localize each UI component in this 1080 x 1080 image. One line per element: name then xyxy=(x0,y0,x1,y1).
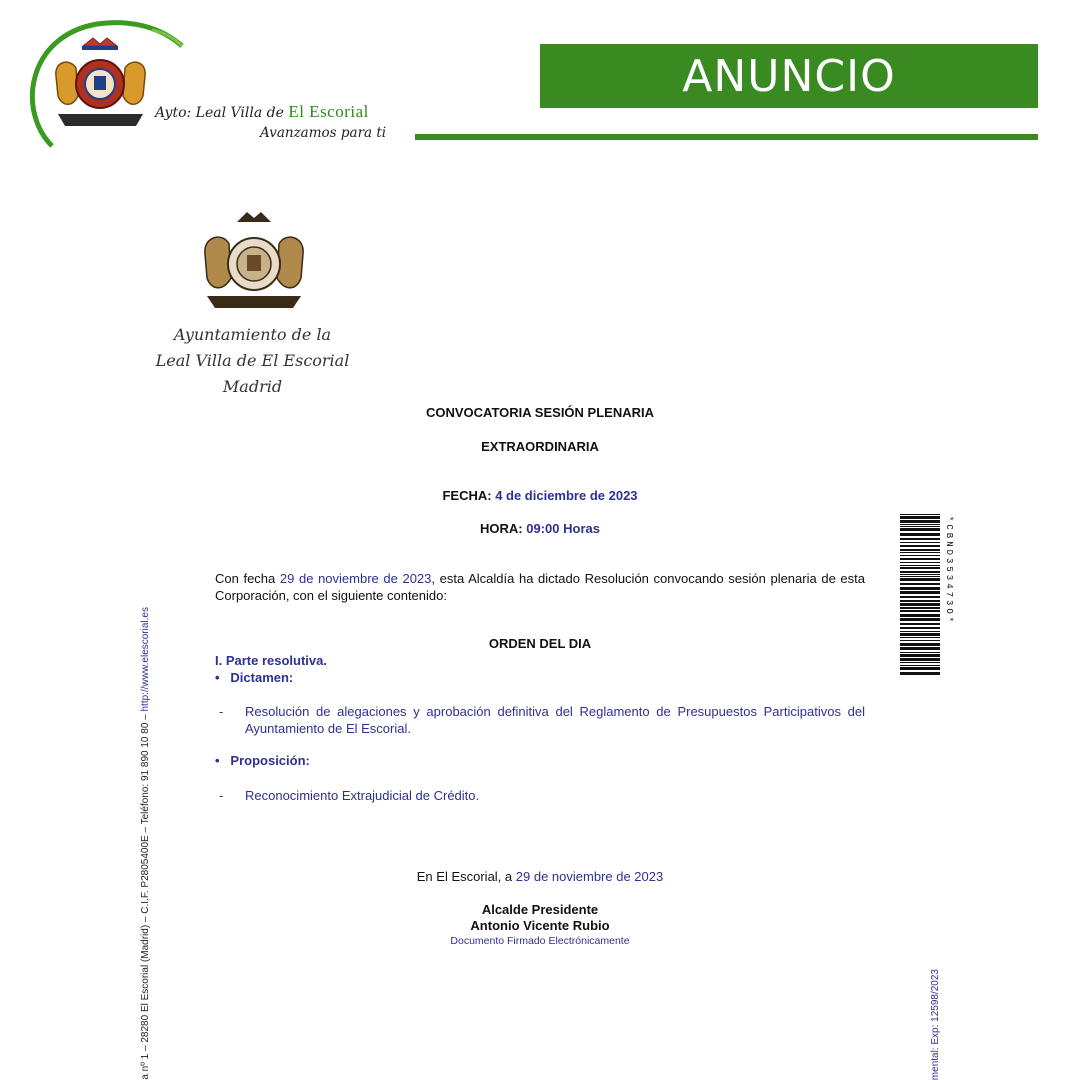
place-date-line: En El Escorial, a 29 de noviembre de 2023 xyxy=(416,869,664,884)
barcode-bar xyxy=(900,618,940,621)
section-heading: I. Parte resolutiva. xyxy=(215,653,327,668)
document-subtitle: EXTRAORDINARIA xyxy=(481,439,599,454)
letterhead-line: Ayuntamiento de la xyxy=(173,325,332,344)
agenda-bullet: • Dictamen: xyxy=(215,670,294,685)
side-expedient: mental: Exp: 12598/2023 xyxy=(930,968,941,1080)
barcode-bar xyxy=(900,549,940,551)
agenda-title: ORDEN DEL DIA xyxy=(488,636,592,651)
barcode-bar xyxy=(900,640,940,641)
bullet-icon: • xyxy=(215,670,220,685)
barcode-bar xyxy=(900,596,940,598)
barcode-bar xyxy=(900,578,940,581)
signer-name: Antonio Vicente Rubio xyxy=(470,918,610,933)
barcode-bar xyxy=(900,631,940,632)
barcode-bar xyxy=(900,545,940,547)
barcode-bar xyxy=(900,516,940,519)
time-line xyxy=(215,521,865,536)
agenda-item: - Reconocimiento Extrajudicial de Crédito. xyxy=(219,788,480,803)
barcode-bar xyxy=(900,533,940,536)
barcode-bar xyxy=(900,574,940,575)
website-link[interactable]: http://www.elescorial.es xyxy=(140,607,151,712)
barcode-bar xyxy=(900,565,940,566)
barcode-bar xyxy=(900,583,940,585)
barcode-bar xyxy=(900,643,940,646)
date-line xyxy=(215,488,865,503)
barcode-bar xyxy=(900,542,940,543)
barcode xyxy=(900,514,940,676)
barcode-bar xyxy=(900,603,940,606)
intro-paragraph: Con fecha 29 de noviembre de 2023, esta Alcaldía ha dictado Resolución convocando sesión plenaria de esta Corporación, con el siguiente contenido: xyxy=(215,571,865,603)
barcode-bar xyxy=(900,665,940,666)
coat-of-arms-icon xyxy=(48,36,153,131)
barcode-bar xyxy=(900,576,940,577)
barcode-bar xyxy=(900,591,940,594)
barcode-bar xyxy=(900,662,940,663)
barcode-bar xyxy=(900,667,940,670)
barcode-bar xyxy=(900,558,940,560)
announcement-banner xyxy=(540,44,1038,108)
announcement-title: ANUNCIO xyxy=(682,50,896,102)
barcode-bar xyxy=(900,526,940,527)
barcode-bar xyxy=(900,520,940,523)
barcode-bar xyxy=(900,614,940,617)
council-letterhead xyxy=(150,322,355,400)
barcode-bar xyxy=(900,627,940,629)
dash-icon: - xyxy=(219,704,224,719)
document-title: CONVOCATORIA SESIÓN PLENARIA xyxy=(425,405,654,420)
barcode-bar xyxy=(900,587,940,590)
barcode-bar xyxy=(900,571,940,573)
barcode-bar xyxy=(900,672,940,675)
side-address: a nº 1 – 28280 El Escorial (Madrid) – C.I.F. P2805400E – Teléfono: 91 890 10 80 – http://www.elescorial.es xyxy=(140,607,151,1080)
barcode-bar xyxy=(900,652,940,653)
barcode-bar xyxy=(900,552,940,553)
barcode-bar xyxy=(900,658,940,661)
brand-tagline: Avanzamos para ti xyxy=(260,125,387,141)
agenda-bullet: • Proposición: xyxy=(215,753,310,768)
barcode-bar xyxy=(900,514,940,515)
brand-name: Ayto: Leal Villa de El Escorial xyxy=(155,102,369,121)
date-label: FECHA: xyxy=(442,488,492,503)
barcode-bar xyxy=(900,538,940,540)
signature-note: Documento Firmado Electrónicamente xyxy=(450,935,630,947)
barcode-bar xyxy=(900,610,940,612)
dash-icon: - xyxy=(219,788,224,803)
barcode-bar xyxy=(900,647,940,650)
barcode-bar xyxy=(900,633,940,636)
signer-role: Alcalde Presidente xyxy=(481,902,599,917)
barcode-bar xyxy=(900,555,940,556)
barcode-bar xyxy=(900,607,940,609)
header-divider xyxy=(415,134,1038,140)
barcode-bar xyxy=(900,654,940,657)
time-label: HORA: xyxy=(480,521,523,536)
agenda-item: - Resolución de alegaciones y aprobación definitiva del Reglamento de Presupuestos Participativos del Ayuntamiento de El Escorial. xyxy=(219,704,865,736)
barcode-bar xyxy=(900,528,940,531)
barcode-bar xyxy=(900,562,940,563)
barcode-bar xyxy=(900,600,940,602)
barcode-bar xyxy=(900,567,940,569)
date-value: 4 de diciembre de 2023 xyxy=(495,488,638,503)
time-value: 09:00 Horas xyxy=(526,521,600,536)
letterhead-line: Madrid xyxy=(222,377,283,396)
council-crest-icon xyxy=(195,208,313,320)
barcode-bar xyxy=(900,623,940,625)
letterhead-line: Leal Villa de El Escorial xyxy=(155,351,350,370)
barcode-bar xyxy=(900,524,940,525)
barcode-bar xyxy=(900,637,940,638)
barcode-code: *CBND353473O* xyxy=(944,516,954,626)
bullet-icon: • xyxy=(215,753,220,768)
